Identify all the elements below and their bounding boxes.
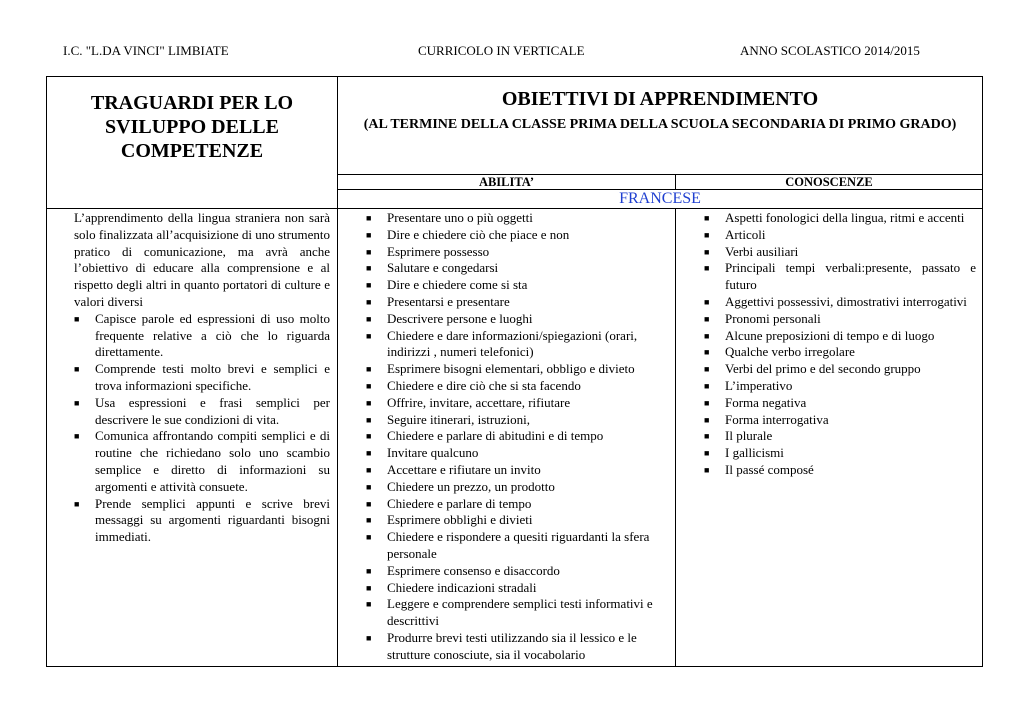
list-item-text: Qualche verbo irregolare: [725, 344, 855, 360]
list-item-text: Esprimere consenso e disaccordo: [387, 562, 560, 578]
list-item-text: Verbi del primo e del secondo gruppo: [725, 361, 921, 377]
bullet-icon: ■: [704, 213, 710, 223]
bullet-icon: ■: [366, 464, 372, 475]
bullet-icon: ■: [704, 431, 710, 442]
list-item-text: Alcune preposizioni di tempo e di luogo: [725, 327, 935, 343]
list-item: [366, 596, 671, 630]
list-item: [366, 210, 671, 227]
bullet-icon: ■: [366, 532, 372, 543]
curriculum-table: [46, 76, 983, 667]
list-item-text: Principali tempi verbali:presente, passato e futuro: [725, 260, 977, 293]
list-item-text: Esprimere possesso: [387, 243, 490, 259]
list-item: [366, 260, 671, 277]
header-school-name: I.C. "L.DA VINCI" LIMBIATE: [63, 43, 229, 58]
bullet-icon: ■: [704, 414, 710, 425]
list-item: [704, 428, 976, 445]
list-item: [366, 580, 671, 597]
abilita-list: [366, 210, 671, 664]
list-item-text: Forma interrogativa: [725, 411, 829, 427]
list-item-text: Chiedere e parlare di tempo: [387, 495, 532, 511]
list-item-text: Offrire, invitare, accettare, rifiutare: [387, 394, 571, 410]
bullet-icon: ■: [366, 414, 372, 425]
list-item: [704, 462, 976, 479]
traguardi-intro: L’apprendimento della lingua straniera non sarà solo finalizzata all’acquisizione di uno strumento pratico di comunicazione, ma avrà anche l’obiettivo di educare alla comprensione e al rispetto degli altri in quanto portatori di culture e valori diversi: [74, 210, 330, 309]
list-item-text: Chiedere indicazioni stradali: [387, 579, 537, 595]
column-header-abilita: ABILITA’: [338, 175, 676, 190]
obiettivi-title: OBIETTIVI DI APPRENDIMENTO: [501, 88, 819, 110]
list-item-text: Salutare e congedarsi: [387, 260, 499, 276]
list-item-text: Dire e chiedere ciò che piace e non: [387, 226, 570, 242]
list-item-text: Verbi ausiliari: [725, 243, 799, 259]
bullet-icon: ■: [366, 448, 372, 459]
bullet-icon: ■: [366, 313, 372, 324]
column-header-conoscenze: CONOSCENZE: [676, 175, 983, 190]
list-item: [704, 395, 976, 412]
obiettivi-header-cell: [338, 77, 983, 175]
bullet-icon: ■: [366, 632, 372, 643]
list-item: [704, 244, 976, 261]
bullet-icon: ■: [74, 313, 80, 324]
list-item-text: Chiedere e dare informazioni/spiegazioni (orari, indirizzi , numeri telefonici): [387, 327, 638, 360]
bullet-icon: ■: [366, 364, 372, 375]
bullet-icon: ■: [704, 229, 710, 240]
list-item: [704, 361, 976, 378]
obiettivi-subtitle: (AL TERMINE DELLA CLASSE PRIMA DELLA SCUOLA SECONDARIA DI PRIMO GRADO): [363, 117, 957, 132]
list-item: [704, 294, 976, 311]
list-item: [366, 361, 671, 378]
bullet-icon: ■: [74, 397, 80, 408]
list-item-text: Chiedere un prezzo, un prodotto: [387, 478, 555, 494]
bullet-icon: ■: [366, 229, 372, 240]
list-item-text: Pronomi personali: [725, 310, 821, 326]
bullet-icon: ■: [704, 397, 710, 408]
list-item: [366, 378, 671, 395]
list-item-text: Esprimere bisogni elementari, obbligo e divieto: [387, 361, 635, 377]
list-item: [366, 294, 671, 311]
header-document-title: CURRICOLO IN VERTICALE: [418, 43, 585, 58]
list-item: [366, 244, 671, 261]
list-item-text: Leggere e comprendere semplici testi informativi e descrittivi: [387, 596, 653, 629]
list-item: [704, 445, 976, 462]
list-item-text: Presentarsi e presentare: [387, 293, 510, 309]
list-item-text: Capisce parole ed espressioni di uso molto frequente relative a ciò che lo riguarda direttamente.: [95, 310, 330, 360]
list-item-text: Chiedere e dire ciò che si sta facendo: [387, 377, 581, 393]
list-item-text: Articoli: [725, 226, 766, 242]
list-item-text: Comprende testi molto brevi e semplici e trova informazioni specifiche.: [95, 361, 330, 393]
bullet-icon: ■: [366, 599, 372, 610]
list-item: [74, 496, 330, 546]
list-item: [366, 428, 671, 445]
bullet-icon: ■: [704, 448, 710, 459]
list-item: [366, 311, 671, 328]
list-item-text: I gallicismi: [725, 445, 784, 461]
bullet-icon: ■: [366, 582, 372, 593]
bullet-icon: ■: [366, 213, 372, 223]
traguardi-title: TRAGUARDI PER LO SVILUPPO DELLE COMPETENZE: [90, 92, 294, 162]
list-item-text: Accettare e rifiutare un invito: [387, 461, 541, 477]
bullet-icon: ■: [74, 498, 80, 509]
bullet-icon: ■: [366, 380, 372, 391]
list-item-text: Chiedere e rispondere a quesiti riguardanti la sfera personale: [387, 529, 650, 561]
bullet-icon: ■: [704, 246, 710, 257]
subject-label: FRANCESE: [338, 190, 983, 209]
list-item: [366, 512, 671, 529]
bullet-icon: ■: [74, 364, 80, 375]
list-item-text: Chiedere e parlare di abitudini e di tempo: [387, 428, 604, 444]
list-item: [366, 412, 671, 429]
list-item: [366, 445, 671, 462]
list-item: [366, 529, 671, 563]
list-item: [704, 311, 976, 328]
list-item-text: Il plurale: [725, 428, 773, 444]
list-item: [704, 378, 976, 395]
list-item-text: Descrivere persone e luoghi: [387, 310, 533, 326]
list-item: [74, 361, 330, 395]
list-item-text: Prende semplici appunti e scrive brevi messaggi su argomenti riguardanti bisogni immediati.: [95, 495, 330, 545]
bullet-icon: ■: [704, 380, 710, 391]
list-item: [366, 277, 671, 294]
header-school-year: ANNO SCOLASTICO 2014/2015: [740, 43, 920, 58]
list-item: [366, 328, 671, 362]
list-item: [74, 311, 330, 361]
traguardi-cell: [47, 209, 338, 667]
bullet-icon: ■: [74, 431, 80, 442]
bullet-icon: ■: [366, 498, 372, 509]
list-item: [74, 395, 330, 429]
list-item: [704, 260, 976, 294]
list-item-text: Aggettivi possessivi, dimostrativi interrogativi: [725, 293, 967, 309]
abilita-cell: [338, 209, 676, 667]
traguardi-list: [74, 311, 330, 546]
list-item-text: Produrre brevi testi utilizzando sia il lessico e le strutture conosciute, sia il vocabolario: [387, 629, 637, 662]
traguardi-header-cell: [47, 77, 338, 209]
bullet-icon: ■: [704, 364, 710, 375]
list-item-text: Seguire itinerari, istruzioni,: [387, 411, 530, 427]
list-item: [366, 563, 671, 580]
list-item-text: Invitare qualcuno: [387, 445, 479, 461]
bullet-icon: ■: [704, 347, 710, 358]
bullet-icon: ■: [366, 263, 372, 274]
list-item: [366, 462, 671, 479]
list-item: [366, 479, 671, 496]
bullet-icon: ■: [366, 280, 372, 291]
bullet-icon: ■: [704, 330, 710, 341]
list-item: [366, 395, 671, 412]
bullet-icon: ■: [366, 296, 372, 307]
conoscenze-cell: [676, 209, 983, 667]
bullet-icon: ■: [366, 431, 372, 442]
bullet-icon: ■: [704, 263, 710, 274]
list-item-text: Comunica affrontando compiti semplici e di routine che richiedano solo uno scambio semplice e diretto di informazioni su argomenti e attività consuete.: [95, 428, 330, 494]
list-item: [704, 344, 976, 361]
list-item-text: Forma negativa: [725, 394, 807, 410]
list-item-text: Aspetti fonologici della lingua, ritmi e accenti: [725, 210, 965, 225]
list-item: [366, 496, 671, 513]
list-item: [704, 227, 976, 244]
list-item: [704, 328, 976, 345]
bullet-icon: ■: [366, 397, 372, 408]
bullet-icon: ■: [366, 515, 372, 526]
list-item-text: Usa espressioni e frasi semplici per descrivere le sue condizioni di vita.: [95, 394, 330, 427]
list-item-text: Dire e chiedere come si sta: [387, 277, 528, 293]
bullet-icon: ■: [366, 565, 372, 576]
bullet-icon: ■: [366, 481, 372, 492]
bullet-icon: ■: [704, 296, 710, 307]
list-item: [704, 210, 976, 227]
bullet-icon: ■: [366, 330, 372, 341]
bullet-icon: ■: [704, 313, 710, 324]
list-item-text: Il passé composé: [725, 461, 814, 477]
list-item: [366, 227, 671, 244]
list-item: [366, 630, 671, 664]
list-item-text: L’imperativo: [725, 377, 793, 393]
list-item-text: Esprimere obblighi e divieti: [387, 512, 533, 528]
bullet-icon: ■: [366, 246, 372, 257]
list-item-text: Presentare uno o più oggetti: [387, 210, 533, 225]
conoscenze-list: [704, 210, 976, 479]
list-item: [704, 412, 976, 429]
list-item: [74, 428, 330, 495]
bullet-icon: ■: [704, 464, 710, 475]
